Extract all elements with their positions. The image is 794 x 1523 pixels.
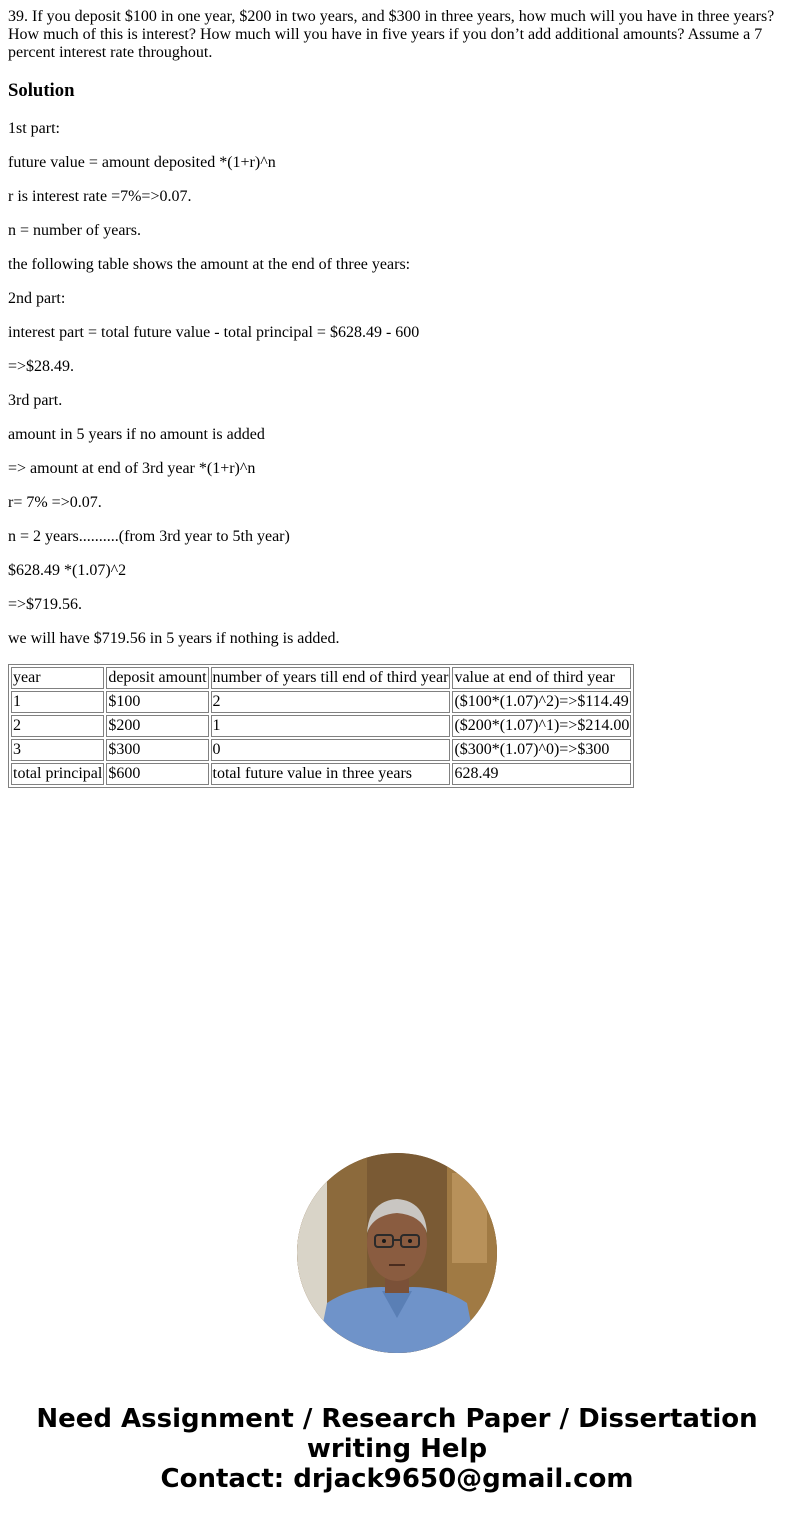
step-five-year-calc: $628.49 *(1.07)^2 — [8, 562, 127, 579]
table-row — [11, 739, 631, 761]
table-row — [11, 691, 631, 713]
step-five-year-intro: amount in 5 years if no amount is added — [8, 426, 265, 443]
table-cell: total principal — [11, 763, 104, 785]
table-cell: 628.49 — [452, 763, 631, 785]
table-cell: ($200*(1.07)^1)=>$214.00 — [452, 715, 631, 737]
table-cell: 3 — [11, 739, 104, 761]
table-cell: 1 — [211, 715, 451, 737]
table-total-row — [11, 763, 631, 785]
step-five-year-result: =>$719.56. — [8, 596, 83, 613]
promo-contact: Contact: drjack9650@gmail.com — [160, 1464, 634, 1494]
portrait-illustration — [297, 1153, 497, 1353]
solution-heading: Solution — [8, 80, 75, 101]
step-five-year-n: n = 2 years..........(from 3rd year to 5th year) — [8, 528, 290, 545]
table-cell: $300 — [106, 739, 208, 761]
step-1st-part: 1st part: — [8, 120, 60, 137]
table-cell: total future value in three years — [211, 763, 451, 785]
table-cell: $200 — [106, 715, 208, 737]
step-conclusion: we will have $719.56 in 5 years if nothing is added. — [8, 630, 340, 647]
table-row — [11, 715, 631, 737]
table-cell: value at end of third year — [452, 667, 631, 689]
table-header-row — [11, 667, 631, 689]
step-five-year-formula: => amount at end of 3rd year *(1+r)^n — [8, 460, 256, 477]
table-cell: 0 — [211, 739, 451, 761]
step-fv-formula: future value = amount deposited *(1+r)^n — [8, 154, 276, 171]
table-cell: year — [11, 667, 104, 689]
table-cell: 2 — [211, 691, 451, 713]
table-cell: $600 — [106, 763, 208, 785]
table-cell: ($100*(1.07)^2)=>$114.49 — [452, 691, 631, 713]
table-cell: ($300*(1.07)^0)=>$300 — [452, 739, 631, 761]
step-five-year-rate: r= 7% =>0.07. — [8, 494, 102, 511]
promo-line-1: Need Assignment / Research Paper / Dissertation — [36, 1404, 758, 1434]
step-3rd-part: 3rd part. — [8, 392, 63, 409]
table-cell: number of years till end of third year — [211, 667, 451, 689]
step-rate-def: r is interest rate =7%=>0.07. — [8, 188, 192, 205]
table-cell: 2 — [11, 715, 104, 737]
step-interest-formula: interest part = total future value - total principal = $628.49 - 600 — [8, 324, 420, 341]
table-cell: 1 — [11, 691, 104, 713]
promo-line-2: writing Help — [306, 1434, 488, 1464]
promo-banner — [0, 1404, 794, 1494]
step-interest-result: =>$28.49. — [8, 358, 75, 375]
step-2nd-part: 2nd part: — [8, 290, 66, 307]
future-value-table — [8, 664, 634, 788]
step-table-intro: the following table shows the amount at the end of three years: — [8, 256, 411, 273]
table-cell: $100 — [106, 691, 208, 713]
step-n-def: n = number of years. — [8, 222, 141, 239]
question-text: 39. If you deposit $100 in one year, $200 in two years, and $300 in three years, how much will you have in three years? How much of this is interest? How much will you have in five years if you don’t add additional amounts? Assume a 7 percent interest rate throughout. — [8, 8, 775, 61]
person-portrait-icon — [297, 1153, 497, 1353]
table-cell: deposit amount — [106, 667, 208, 689]
